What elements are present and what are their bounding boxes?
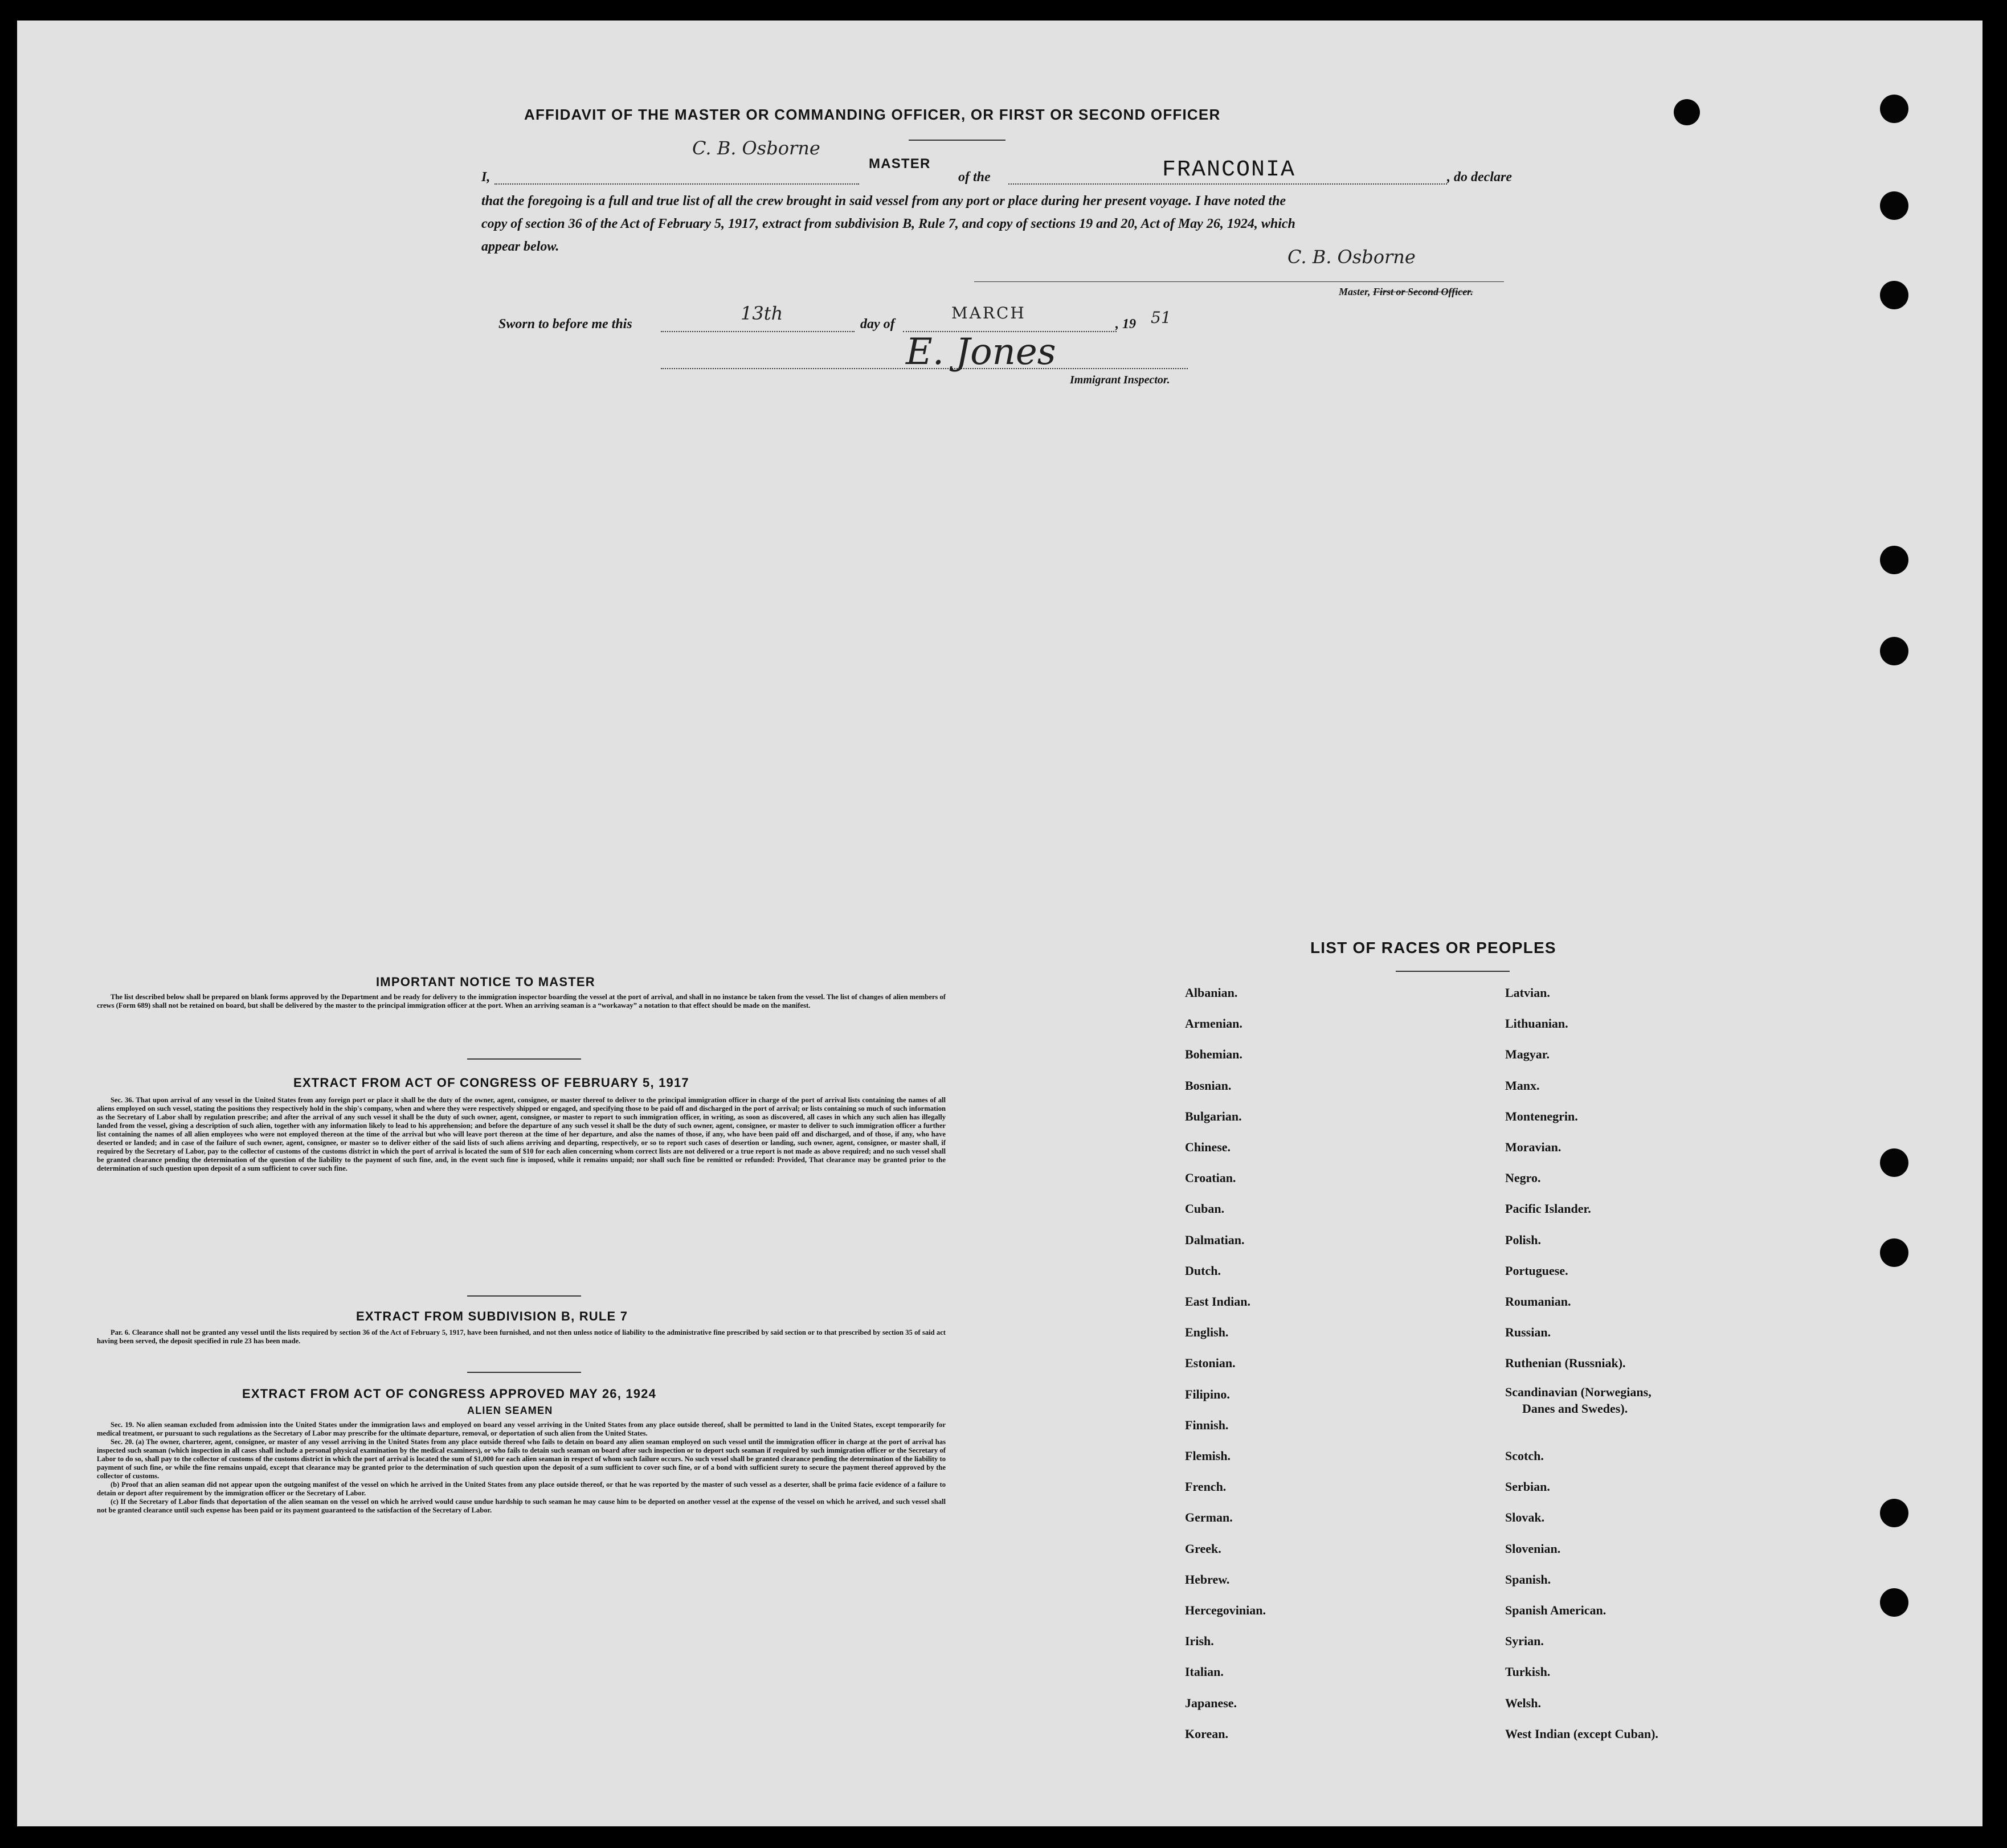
race-item: Dutch. <box>1185 1263 1221 1278</box>
race-item: Scotch. <box>1505 1449 1544 1463</box>
punch-hole <box>1880 1238 1908 1267</box>
month-value: MARCH <box>951 304 1026 322</box>
notice-text <box>97 993 946 1010</box>
race-item: Pacific Islander. <box>1505 1201 1591 1216</box>
extract-1924-subheading: ALIEN SEAMEN <box>467 1405 553 1416</box>
rule7-paragraph: Par. 6. Clearance shall not be granted any vessel until the lists required by section 36 of the Act of February 5, 1917, have been furnished, and not then unless notice of liability to the administrative fine prescribed by said section or to that prescribed by section 35 of said act having been served, the deposit specified in rule 23 has been made. <box>97 1328 946 1345</box>
race-item: Irish. <box>1185 1634 1214 1649</box>
race-item: Moravian. <box>1505 1140 1562 1154</box>
notice-paragraph: The list described below shall be prepared on blank forms approved by the Department and be ready for delivery to the immigration inspector boarding the vessel at the port of arrival, and shall in no instance be taken from the vessel. The list of changes of alien members of crews (Form 689) shall not be retained on board, but shall be delivered by the master to the principal immigration officer at the port. When an arriving seaman is a “workaway” a notation to that effect should be made on the manifest. <box>97 993 946 1009</box>
extract-1917-text <box>97 1096 946 1173</box>
struck-officer-title: First or Second Officer. <box>1373 286 1473 297</box>
punch-hole <box>1880 95 1908 123</box>
races-heading: LIST OF RACES OR PEOPLES <box>1310 939 1556 956</box>
race-item: Dalmatian. <box>1185 1232 1245 1247</box>
race-item: Croatian. <box>1185 1171 1236 1185</box>
race-item: Manx. <box>1505 1078 1540 1093</box>
race-item: Greek. <box>1185 1541 1221 1556</box>
section-20c-paragraph: (c) If the Secretary of Labor finds that deportation of the alien seaman on the vessel on which he arrived would cause undue hardship to such seaman he may cause him to be deported on another vessel at the expense of the vessel on which he arrived, and such vessel shall not be granted clearance until such expense has been paid or its payment guaranteed to the satisfaction of the Secretary of Labor. <box>97 1498 946 1514</box>
race-item: Cuban. <box>1185 1201 1225 1216</box>
extract-1917-heading: EXTRACT FROM ACT OF CONGRESS OF FEBRUARY 5, 1917 <box>293 1076 689 1090</box>
sworn-label: Sworn to before me this <box>498 317 632 332</box>
punch-hole <box>1880 1588 1908 1617</box>
race-item: Korean. <box>1185 1726 1228 1741</box>
section-20b-paragraph: (b) Proof that an alien seaman did not appear upon the outgoing manifest of the vessel on which he arrived in the United States from any place outside thereof, or that he was reported by the master of such vessel as a deserter, shall be prima facie evidence of a failure to detain or deport after requirement by the immigration officer or the Secretary of Labor. <box>97 1481 946 1497</box>
race-item: Russian. <box>1505 1325 1551 1340</box>
of-the-label: of the <box>958 170 991 185</box>
race-item: Estonian. <box>1185 1356 1236 1371</box>
day-value: 13th <box>741 302 783 324</box>
vessel-name: FRANCONIA <box>1162 157 1296 183</box>
race-item: Filipino. <box>1185 1387 1230 1401</box>
race-item: Italian. <box>1185 1665 1224 1679</box>
extract-1924-text <box>97 1421 946 1515</box>
race-item: Spanish American. <box>1505 1603 1607 1617</box>
race-item: French. <box>1185 1479 1227 1494</box>
race-item: Serbian. <box>1505 1479 1550 1494</box>
race-item: Ruthenian (Russniak). <box>1505 1356 1626 1371</box>
punch-hole <box>1880 637 1908 665</box>
inspector-label: Immigrant Inspector. <box>1070 374 1170 386</box>
master-signature: C. B. Osborne <box>1287 246 1416 268</box>
affidavit-line-3: copy of section 36 of the Act of February 5, 1917, extract from subdivision B, Rule 7, and copy of sections 19 and 20, Act of May 26, 1924, which <box>481 216 1295 231</box>
race-item: Roumanian. <box>1505 1294 1571 1309</box>
affidavit-title: AFFIDAVIT OF THE MASTER OR COMMANDING OFFICER, OR FIRST OR SECOND OFFICER <box>524 106 1221 123</box>
race-item: Montenegrin. <box>1505 1109 1578 1123</box>
race-item: Slovak. <box>1505 1510 1545 1525</box>
race-item: West Indian (except Cuban). <box>1505 1726 1658 1741</box>
section-20a-paragraph: Sec. 20. (a) The owner, charterer, agent, consignee, or master of any vessel arriving in the United States from any place outside thereof who fails to detain on board any alien seaman employed on such vessel until the immigration officer in charge at the port of arrival has inspected such seaman (which inspection in all cases shall include a personal physical examination by the medical examiners), or who fails to detain such seaman on board after such inspection or to deport such seaman if required by such immigration officer or the Secretary of Labor to do so, shall pay to the collector of customs of the customs district in which the port of arrival is located the sum of $1,000 for each alien seaman in respect of whom such failure occurs. No such vessel shall be granted clearance pending the determination of the liability to payment of such fine, or while the fine remains unpaid, except that clearance may be granted prior to the determination of such question upon the deposit of a sum sufficient to cover such fine, or of a bond with sufficient surety to secure the payment thereof approved by the collector of customs. <box>97 1438 946 1480</box>
race-item: Spanish. <box>1505 1572 1551 1587</box>
rule7-rule <box>467 1372 581 1373</box>
race-item: Bosnian. <box>1185 1078 1232 1093</box>
race-item: Hercegovinian. <box>1185 1603 1266 1617</box>
race-item: Armenian. <box>1185 1016 1242 1031</box>
race-item: Albanian. <box>1185 986 1238 1000</box>
notice-rule <box>467 1058 581 1060</box>
affidavit-line-2: that the foregoing is a full and true list of all the crew brought in said vessel from any port or place during her present voyage. I have noted the <box>481 194 1286 208</box>
race-item: Lithuanian. <box>1505 1016 1568 1031</box>
extract-1924-heading: EXTRACT FROM ACT OF CONGRESS APPROVED MAY 26, 1924 <box>242 1387 657 1401</box>
race-item: Negro. <box>1505 1171 1541 1185</box>
affidavit-i: I, <box>481 170 490 185</box>
master-title: Master, <box>1339 286 1371 297</box>
master-label: MASTER <box>869 156 931 171</box>
inspector-signature: E. Jones <box>906 331 1056 373</box>
race-item: Polish. <box>1505 1232 1541 1247</box>
punch-hole <box>1880 1499 1908 1527</box>
master-name-signature: C. B. Osborne <box>692 137 820 159</box>
notice-heading: IMPORTANT NOTICE TO MASTER <box>376 975 595 989</box>
race-scandinavian-continuation: Danes and Swedes). <box>1522 1401 1628 1416</box>
race-item: Flemish. <box>1185 1449 1231 1463</box>
day-of-label: day of <box>860 317 895 332</box>
title-rule <box>909 140 1005 141</box>
race-item: Slovenian. <box>1505 1541 1561 1556</box>
day-line <box>661 331 855 332</box>
punch-hole <box>1880 546 1908 574</box>
race-item: Magyar. <box>1505 1047 1550 1062</box>
punch-hole <box>1674 99 1700 125</box>
race-item: Syrian. <box>1505 1634 1544 1649</box>
master-name-line <box>494 183 859 185</box>
race-item: English. <box>1185 1325 1229 1340</box>
race-item: Japanese. <box>1185 1695 1237 1710</box>
affidavit-line-4: appear below. <box>481 239 559 254</box>
race-item: Welsh. <box>1505 1695 1541 1710</box>
master-signature-label <box>1339 286 1473 298</box>
race-item: Scandinavian (Norwegians, <box>1505 1384 1652 1399</box>
race-item: Finnish. <box>1185 1417 1229 1432</box>
race-item: Turkish. <box>1505 1665 1551 1679</box>
rule7-heading: EXTRACT FROM SUBDIVISION B, RULE 7 <box>356 1309 628 1323</box>
year-prefix: , 19 <box>1115 317 1136 332</box>
race-item: East Indian. <box>1185 1294 1250 1309</box>
punch-hole <box>1880 281 1908 309</box>
section-36-paragraph: Sec. 36. That upon arrival of any vessel in the United States from any foreign port or place it shall be the duty of the owner, agent, consignee, or master thereof to deliver to the principal immigration officer in charge of the port of arrival lists containing the names of all aliens employed on such vessel, stating the positions they respectively hold in the ship's company, when and where they were respectively shipped or engaged, and specifying those to be paid off and discharged in the port of arrival; or lists containing so much of such information as the Secretary of Labor shall by regulation prescribe; and after the arrival of any such vessel it shall be the duty of such owner, agent, consignee, or master to report to such immigration officer, in writing, as soon as discovered, all cases in which any such alien has illegally landed from the vessel, giving a description of such alien, together with any information likely to lead to his apprehension; and before the departure of any such vessel it shall be the duty of such owner, agent, consignee, or master to deliver to such immigration officer a further list containing the names of all alien employees who were not employed thereon at the time of the arrival but who will leave port thereon at the time of her departure, and also the names of those, if any, who have been paid off and discharged, and of those, if any, who have deserted or landed; and in case of the failure of such owner, agent, consignee, or master so to deliver either of the said lists of such aliens arriving and departing, respectively, or so to report such cases of desertion or landing, such owner, agent, consignee, or master shall, if required by the Secretary of Labor, pay to the collector of customs of the customs district in which the port of arrival is located the sum of $10 for each alien concerning whom correct lists are not delivered or a true report is not made as above required; and no such vessel shall be granted clearance pending the determination of the question of the liability to the payment of such fine, and, in the event such fine is imposed, while it remains unpaid; nor shall such fine be remitted or refunded: Provided, That clearance may be granted prior to the determination of such question upon deposit of a sum sufficient to cover such fine. <box>97 1096 946 1172</box>
do-declare-label: , do declare <box>1447 170 1512 185</box>
document-page <box>17 21 1983 1826</box>
race-item: Portuguese. <box>1505 1263 1568 1278</box>
section-19-paragraph: Sec. 19. No alien seaman excluded from admission into the United States under the immigration laws and employed on board any vessel arriving in the United States from any place outside thereof, shall be permitted to land in the United States, except temporarily for medical treatment, or pursuant to such regulations as the Secretary of Labor may prescribe for the ultimate departure, removal, or deportation of such alien from the United States. <box>97 1421 946 1437</box>
race-item: Bulgarian. <box>1185 1109 1242 1123</box>
year-value: 51 <box>1151 308 1171 327</box>
race-item: German. <box>1185 1510 1233 1525</box>
races-rule <box>1396 971 1510 972</box>
punch-hole <box>1880 191 1908 220</box>
race-item: Latvian. <box>1505 986 1550 1000</box>
race-item: Chinese. <box>1185 1140 1231 1154</box>
race-item: Hebrew. <box>1185 1572 1230 1587</box>
race-item: Bohemian. <box>1185 1047 1242 1062</box>
vessel-line <box>1008 183 1447 185</box>
extract-1917-rule <box>467 1295 581 1297</box>
master-signature-line <box>974 281 1504 282</box>
punch-hole <box>1880 1148 1908 1177</box>
rule7-text <box>97 1328 946 1346</box>
